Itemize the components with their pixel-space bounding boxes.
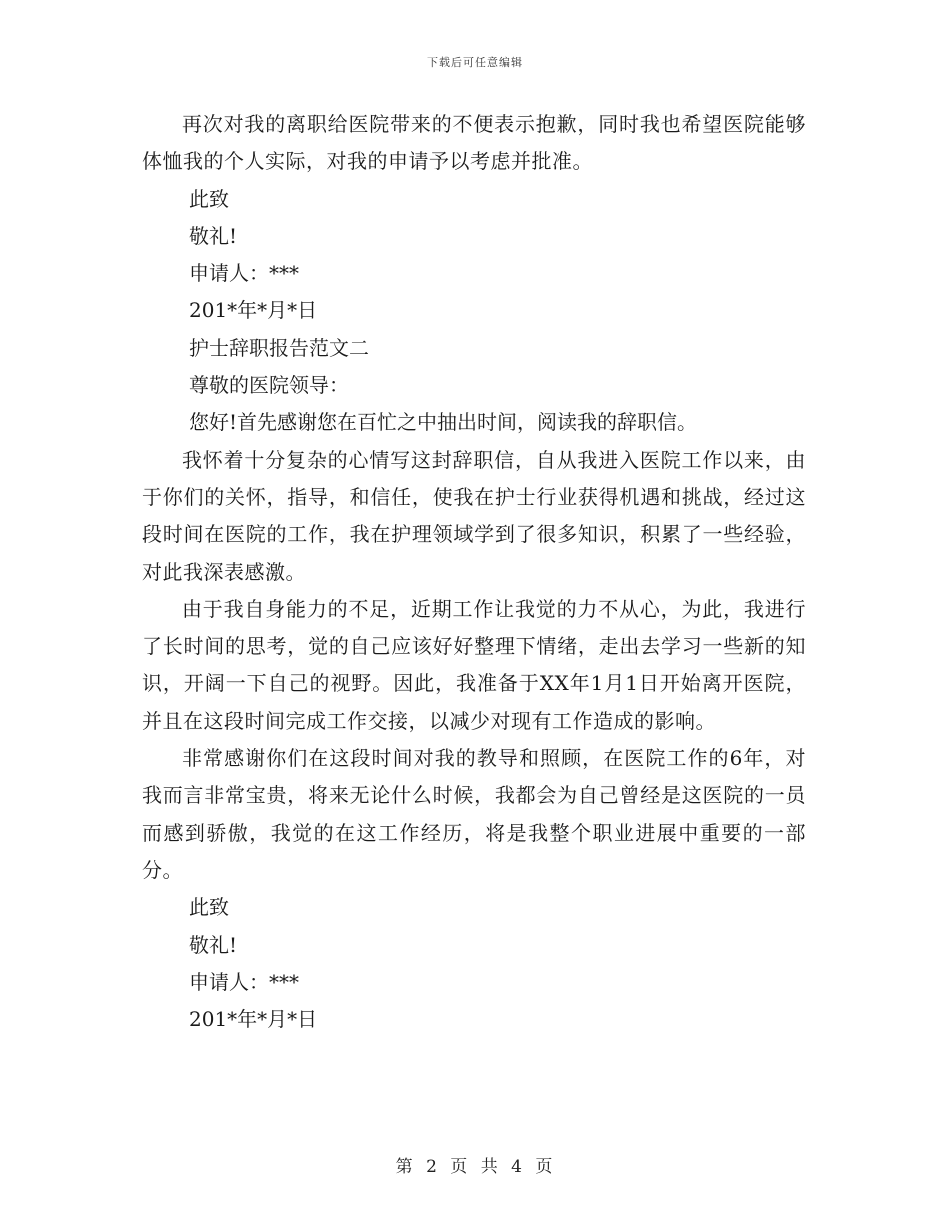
closing-phrase: 此致 [189,895,229,920]
applicant-signature: 申请人：*** [189,261,299,286]
regards-phrase: 敬礼! [189,223,238,248]
document-body [142,106,806,1038]
paragraph-apology: 再次对我的离职给医院带来的不便表示抱歉，同时我也希望医院能够体恤我的个人实际，对我的申请予以考虑并批准。 [142,112,806,174]
paragraph-gratitude: 我怀着十分复杂的心情写这封辞职信，自从我进入医院工作以来，由于你们的关怀，指导，和信任，使我在护士行业获得机遇和挑战，经过这段时间在医院的工作，我在护理领域学到了很多知识，积累了一些经验，对此我深表感激。 [142,447,806,584]
regards-phrase: 敬礼! [189,932,238,957]
salutation: 尊敬的医院领导： [189,373,349,398]
closing-phrase: 此致 [189,186,229,211]
header-note: 下载后可任意编辑 [427,56,523,69]
greeting: 您好!首先感谢您在百忙之中抽出时间，阅读我的辞职信。 [189,410,698,435]
page-indicator: 第 2 页 共 4 页 [395,1157,555,1177]
letter-date: 201*年*月*日 [189,298,318,323]
letter-date: 201*年*月*日 [189,1007,318,1032]
applicant-signature: 申请人：*** [189,969,299,994]
paragraph-reason: 由于我自身能力的不足，近期工作让我觉的力不从心，为此，我进行了长时间的思考，觉的自己应该好好整理下情绪，走出去学习一些新的知识，开阔一下自己的视野。因此，我准备于XX年1月1日开始离开医院，并且在这段时间完成工作交接，以减少对现有工作造成的影响。 [142,596,806,733]
section-title: 护士辞职报告范文二 [189,335,369,360]
paragraph-thanks: 非常感谢你们在这段时间对我的教导和照顾，在医院工作的6年，对我而言非常宝贵，将来无论什么时候，我都会为自己曾经是这医院的一员而感到骄傲，我觉的在这工作经历，将是我整个职业进展中重要的一部分。 [142,746,806,882]
